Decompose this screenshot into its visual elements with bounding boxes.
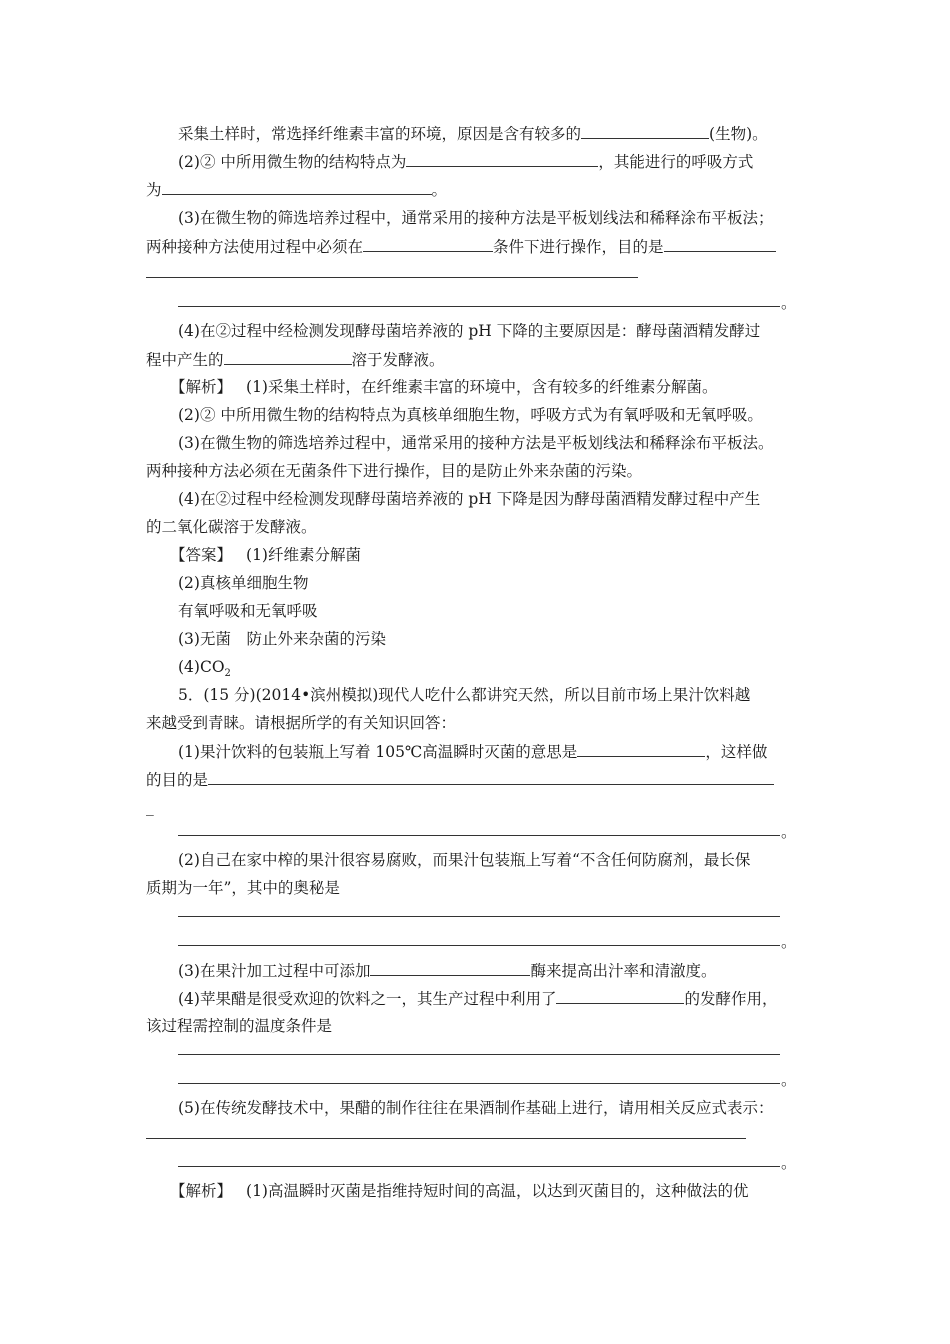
answer-4-line-3: 有氧呼吸和无氧呼吸 <box>178 602 318 620</box>
q4-line-3: 为 。 <box>146 178 447 200</box>
analysis-5-line-1: 【解析】 (1)高温瞬时灭菌是指维持短时间的高温，以达到灭菌目的，这种做法的优 <box>170 1182 749 1200</box>
period-mark: 。 <box>781 823 797 841</box>
answer-blank[interactable] <box>224 348 352 365</box>
q5-part-4-line-1: (4)苹果醋是很受欢迎的饮料之一，其生产过程中利用了 的发酵作用， <box>178 987 777 1009</box>
answer-line[interactable] <box>178 306 780 307</box>
q5-part-1-line-2: 的目的是 <box>146 768 774 790</box>
q5-intro-2: 来越受到青睐。请根据所学的有关知识回答： <box>146 714 457 732</box>
analysis-4-line-5: (4)在②过程中经检测发现酵母菌培养液的 pH 下降是因为酵母菌酒精发酵过程中产生 <box>178 490 761 508</box>
q5-part-2-line-1: (2)自己在家中榨的果汁很容易腐败，而果汁包装瓶上写着“不含任何防腐剂，最长保 <box>178 851 751 869</box>
q5-part-1-line-1: (1)果汁饮料的包装瓶上写着 105℃高温瞬时灭菌的意思是 ，这样做 <box>178 740 767 762</box>
answer-tag: 【答案】 <box>170 546 233 564</box>
period-mark: 。 <box>781 294 797 312</box>
analysis-tag: 【解析】 <box>170 1182 233 1200</box>
answer-4-line-2: (2)真核单细胞生物 <box>178 574 309 592</box>
answer-blank[interactable] <box>664 235 776 252</box>
answer-4-line-4: (3)无菌 防止外来杂菌的污染 <box>178 630 386 648</box>
answer-blank[interactable] <box>370 959 530 976</box>
analysis-4-line-2: (2)② 中所用微生物的结构特点为真核单细胞生物，呼吸方式为有氧呼吸和无氧呼吸。 <box>178 406 763 424</box>
analysis-4-line-6: 的二氧化碳溶于发酵液。 <box>146 518 317 536</box>
q5-part-2-line-2: 质期为一年”，其中的奥秘是 <box>146 879 340 897</box>
q5-intro-1: 5．(15 分)(2014•滨州模拟)现代人吃什么都讲究天然，所以目前市场上果汁饮料越 <box>178 686 751 704</box>
answer-line[interactable] <box>178 916 780 917</box>
answer-blank[interactable] <box>162 178 432 195</box>
period-mark: 。 <box>781 1154 797 1172</box>
answer-blank[interactable] <box>406 150 598 167</box>
analysis-tag: 【解析】 <box>170 378 233 396</box>
q5-part-4-line-2: 该过程需控制的温度条件是 <box>146 1017 333 1035</box>
q4-line-5: 两种接种方法使用过程中必须在 条件下进行操作，目的是 <box>146 235 776 257</box>
q5-part-3: (3)在果汁加工过程中可添加 酶来提高出汁率和清澈度。 <box>178 959 716 981</box>
answer-blank[interactable] <box>556 987 684 1004</box>
answer-4-line-1: 【答案】 (1)纤维素分解菌 <box>170 546 361 564</box>
answer-line[interactable] <box>178 945 780 946</box>
answer-line[interactable] <box>178 835 780 836</box>
analysis-4-line-1: 【解析】 (1)采集土样时，在纤维素丰富的环境中，含有较多的纤维素分解菌。 <box>170 378 718 396</box>
q4-line-8: 程中产生的 溶于发酵液。 <box>146 348 445 370</box>
answer-line[interactable] <box>178 1166 780 1167</box>
answer-line[interactable] <box>146 1138 746 1139</box>
period-mark: 。 <box>781 1071 797 1089</box>
answer-blank[interactable] <box>363 235 493 252</box>
answer-4-line-5: $(4)CO_2$ <box>178 658 231 680</box>
period-mark: 。 <box>781 933 797 951</box>
q4-line-1: 采集土样时，常选择纤维素丰富的环境，原因是含有较多的 (生物)。 <box>178 122 768 144</box>
q4-line-2: (2)② 中所用微生物的结构特点为 ，其能进行的呼吸方式 <box>178 150 753 172</box>
q5-part-5: (5)在传统发酵技术中，果醋的制作往往在果酒制作基础上进行，请用相关反应式表示： <box>178 1099 774 1117</box>
answer-line[interactable] <box>178 1083 780 1084</box>
answer-line[interactable] <box>146 277 638 278</box>
answer-blank[interactable] <box>577 740 705 757</box>
q4-line-7: (4)在②过程中经检测发现酵母菌培养液的 pH 下降的主要原因是：酵母菌酒精发酵过 <box>178 322 761 340</box>
analysis-4-line-3: (3)在微生物的筛选培养过程中，通常采用的接种方法是平板划线法和稀释涂布平板法。 <box>178 434 774 452</box>
q4-line-4: (3)在微生物的筛选培养过程中，通常采用的接种方法是平板划线法和稀释涂布平板法； <box>178 209 774 227</box>
answer-blank[interactable] <box>581 122 709 139</box>
answer-blank[interactable] <box>208 768 774 785</box>
answer-line[interactable] <box>178 1054 780 1055</box>
analysis-4-line-4: 两种接种方法必须在无菌条件下进行操作，目的是防止外来杂菌的污染。 <box>146 462 643 480</box>
q5-part-1-line-3: _ <box>146 798 154 816</box>
